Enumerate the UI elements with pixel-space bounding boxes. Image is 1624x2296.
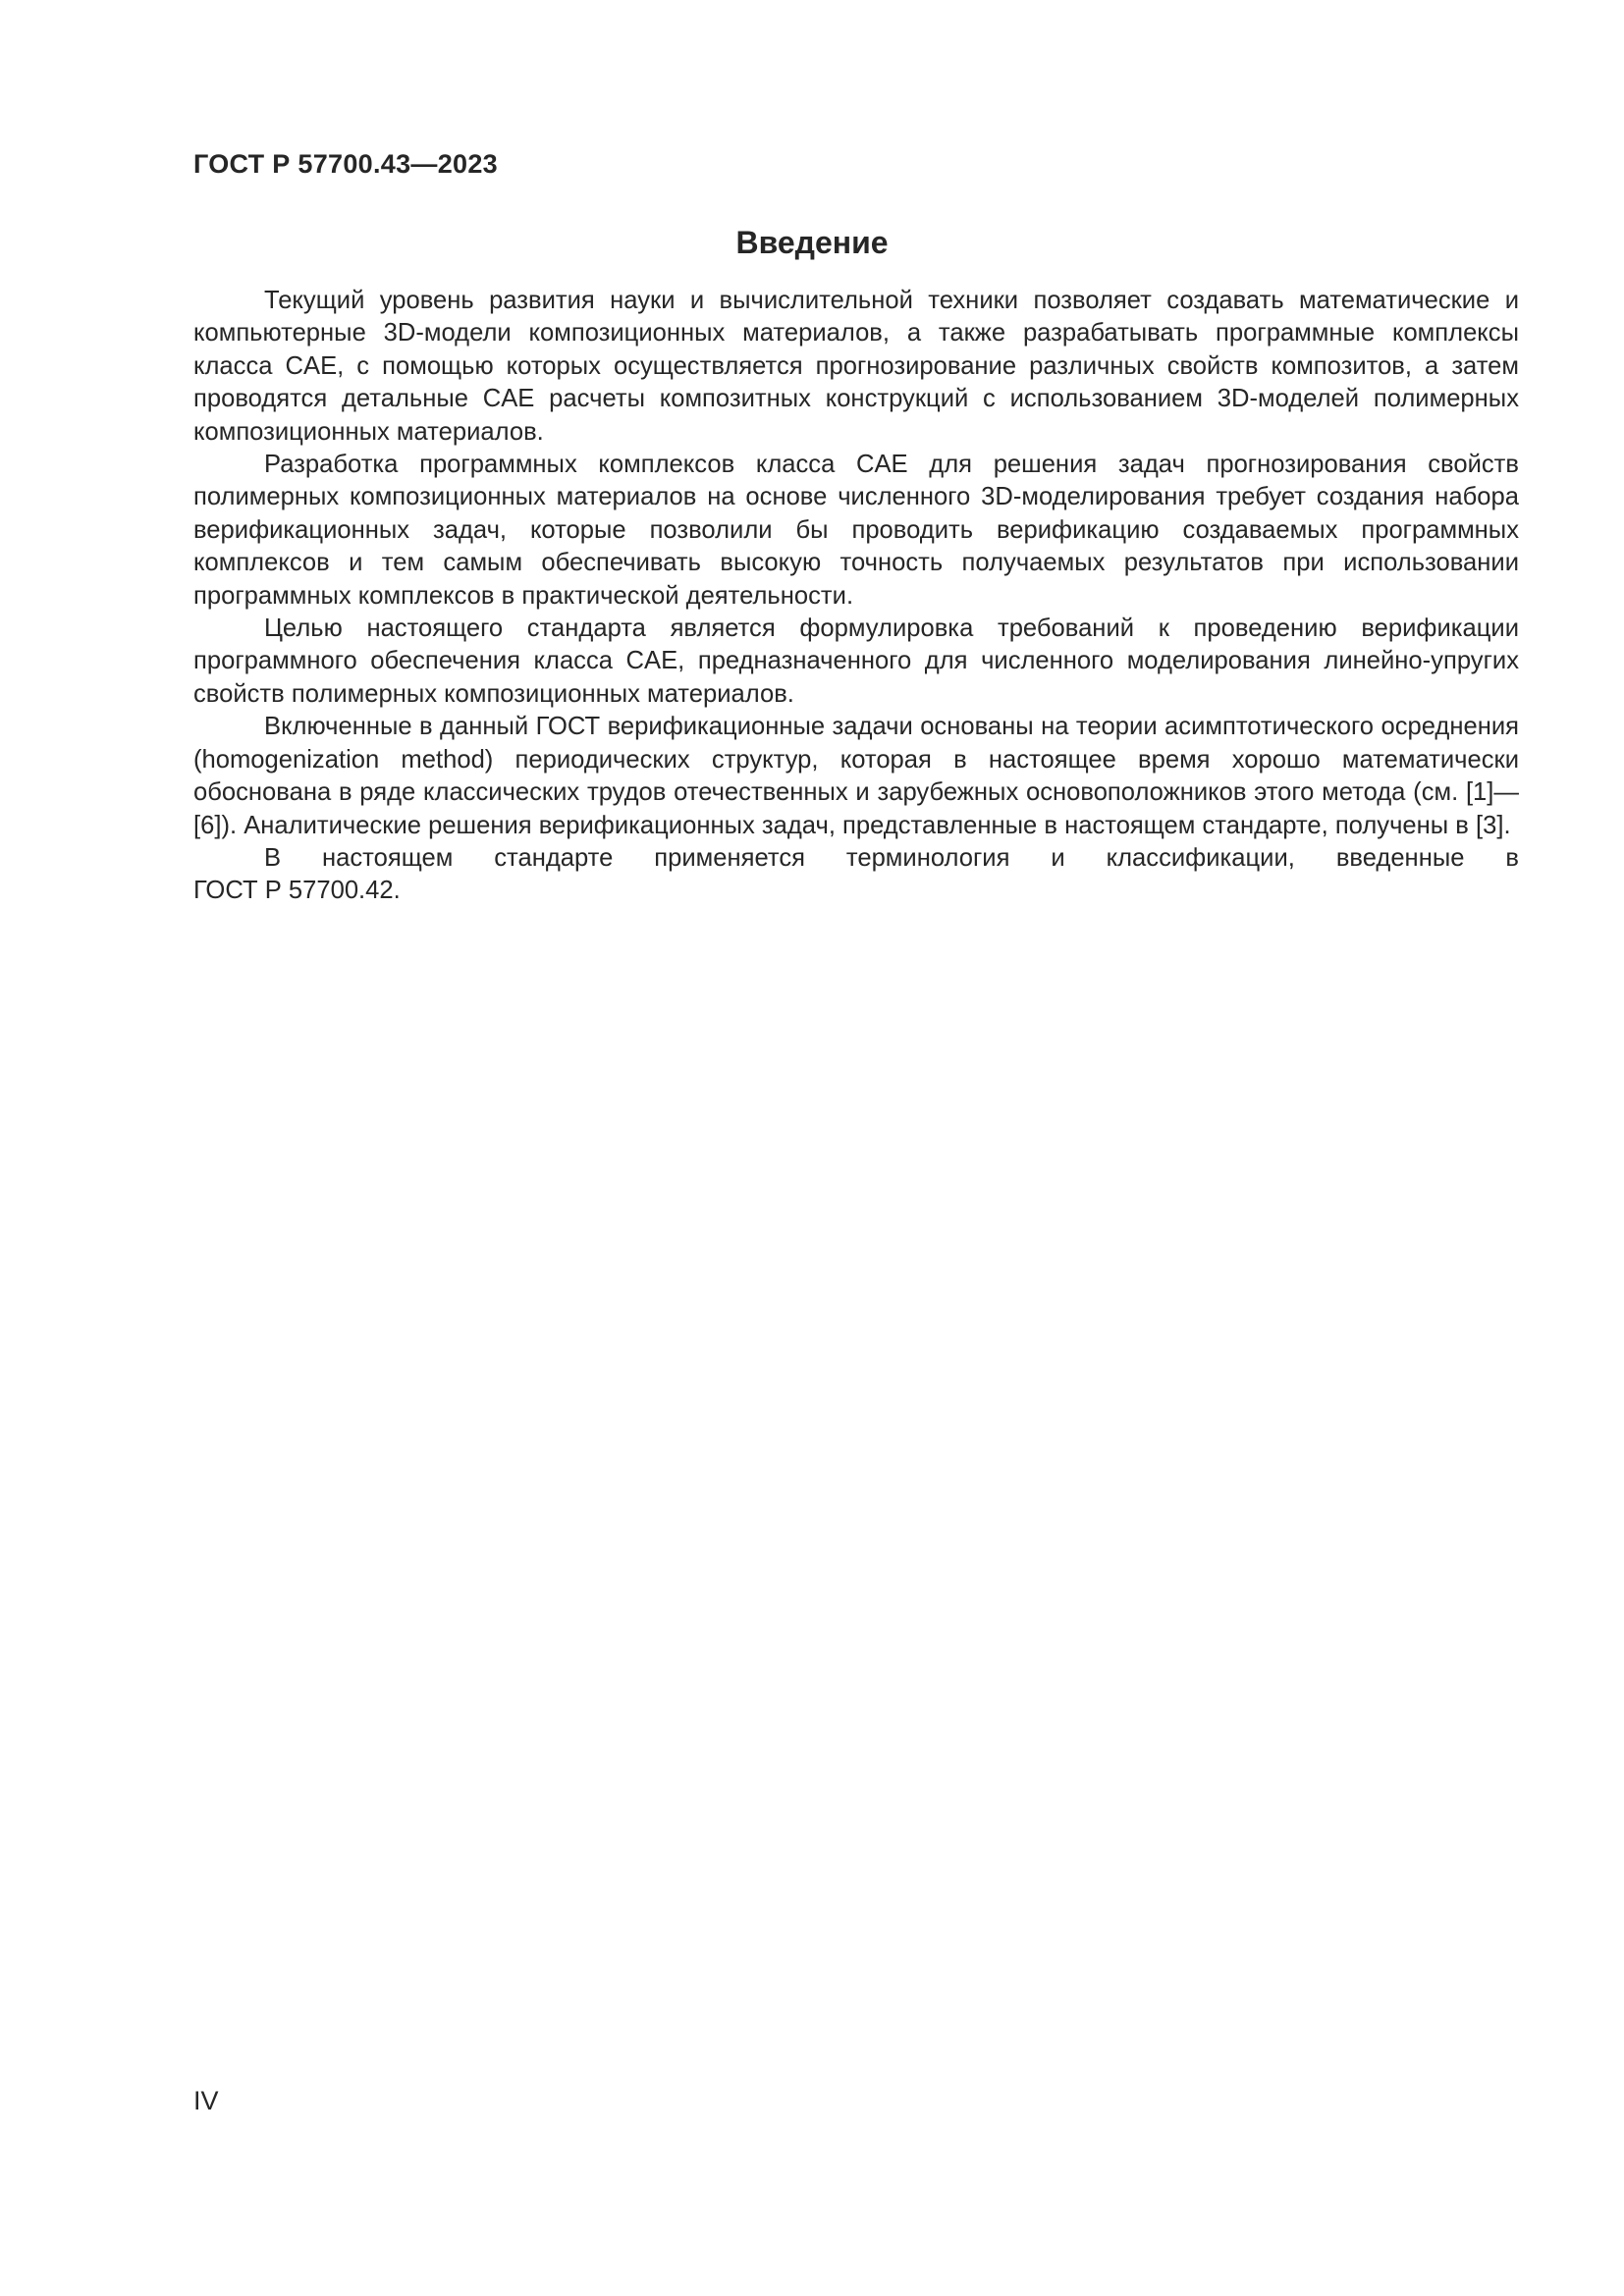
paragraph-5-continuation: ГОСТ Р 57700.42. xyxy=(193,877,401,905)
page-number: IV xyxy=(193,2086,219,2115)
body-text xyxy=(193,285,1519,908)
paragraph-3: Целью настоящего стандарта является формулировка требований к проведению верификации программного обеспечения класса CAE, предназначенного для численного моделирования линейно-упругих свойств полимерных композиционных материалов. xyxy=(193,614,1519,708)
section-title: Введение xyxy=(735,225,889,260)
paragraph-4: Включенные в данный ГОСТ верификационные задачи основаны на теории асимптотического осреднения (homogenization method) периодических структур, которая в настоящее время хорошо математически обоснована в ряде классических трудов отечественных и зарубежных основоположников этого метода (см. [1]—[6]). Аналитические решения верификационных задач, представленные в настоящем стандарте, получены в [3]. xyxy=(193,713,1519,839)
paragraph-5: В настоящем стандарте применяется терминология и классификации, введенные в xyxy=(264,843,1519,872)
document-header: ГОСТ Р 57700.43—2023 xyxy=(193,149,498,179)
paragraph-1: Текущий уровень развития науки и вычислительной техники позволяет создавать математические и компьютерные 3D-модели композиционных материалов, а также разрабатывать программные комплексы класса CAE, с помощью которых осуществляется прогнозирование различных свойств композитов, а затем проводятся детальные CAE расчеты композитных конструкций с использованием 3D-моделей полимерных композиционных материалов. xyxy=(193,287,1519,446)
paragraph-2: Разработка программных комплексов класса CAE для решения задач прогнозирования свойств полимерных композиционных материалов на основе численного 3D-моделирования требует создания набора верификационных задач, которые позволили бы проводить верификацию создаваемых программных комплексов и тем самым обеспечивать высокую точность получаемых результатов при использовании программных комплексов в практической деятельности. xyxy=(193,451,1519,610)
